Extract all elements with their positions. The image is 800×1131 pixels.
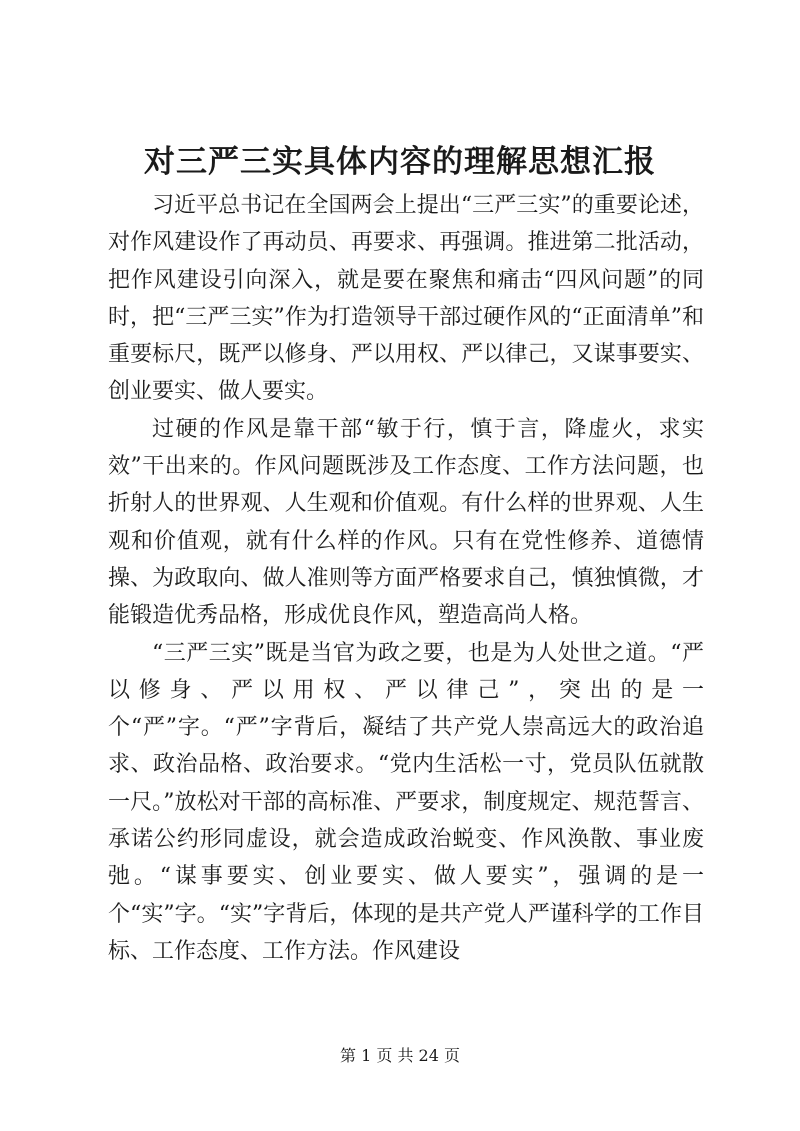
paragraph-1: 习近平总书记在全国两会上提出“三严三实”的重要论述，对作风建设作了再动员、再要求、再强调。推进第二批活动，把作风建设引向深入，就是要在聚焦和痛击“四风问题”的同时，把“三严三实”作为打造领导干部过硬作风的“正面清单”和重要标尺，既严以修身、严以用权、严以律己，又谋事要实、创业要实、做人要实。 xyxy=(108,193,704,405)
document-title: 对三严三实具体内容的理解思想汇报 xyxy=(144,144,656,180)
page-number-footer: 第 1 页 共 24 页 xyxy=(340,1046,460,1065)
paragraph-3: “三严三实”既是当官为政之要，也是为人处世之道。“严以修身、严以用权、严以律己”，突出的是一个“严”字。“严”字背后，凝结了共产党人崇高远大的政治追求、政治品格、政治要求。“党内生活松一寸，党员队伍就散一尺。”放松对干部的高标准、严要求，制度规定、规范誓言、承诺公约形同虚设，就会造成政治蜕变、作风涣散、事业废弛。“谋事要实、创业要实、做人要实”，强调的是一个“实”字。“实”字背后，体现的是共产党人严谨科学的工作目标、工作态度、工作方法。作风建设 xyxy=(108,640,704,964)
document-body xyxy=(108,187,704,970)
paragraph-2: 过硬的作风是靠干部“敏于行，慎于言，降虚火，求实效”干出来的。作风问题既涉及工作态度、工作方法问题，也折射人的世界观、人生观和价值观。有什么样的世界观、人生观和价值观，就有什么样的作风。只有在党性修养、道德情操、为政取向、做人准则等方面严格要求自己，慎独慎微，才能锻造优秀品格，形成优良作风，塑造高尚人格。 xyxy=(108,416,704,629)
